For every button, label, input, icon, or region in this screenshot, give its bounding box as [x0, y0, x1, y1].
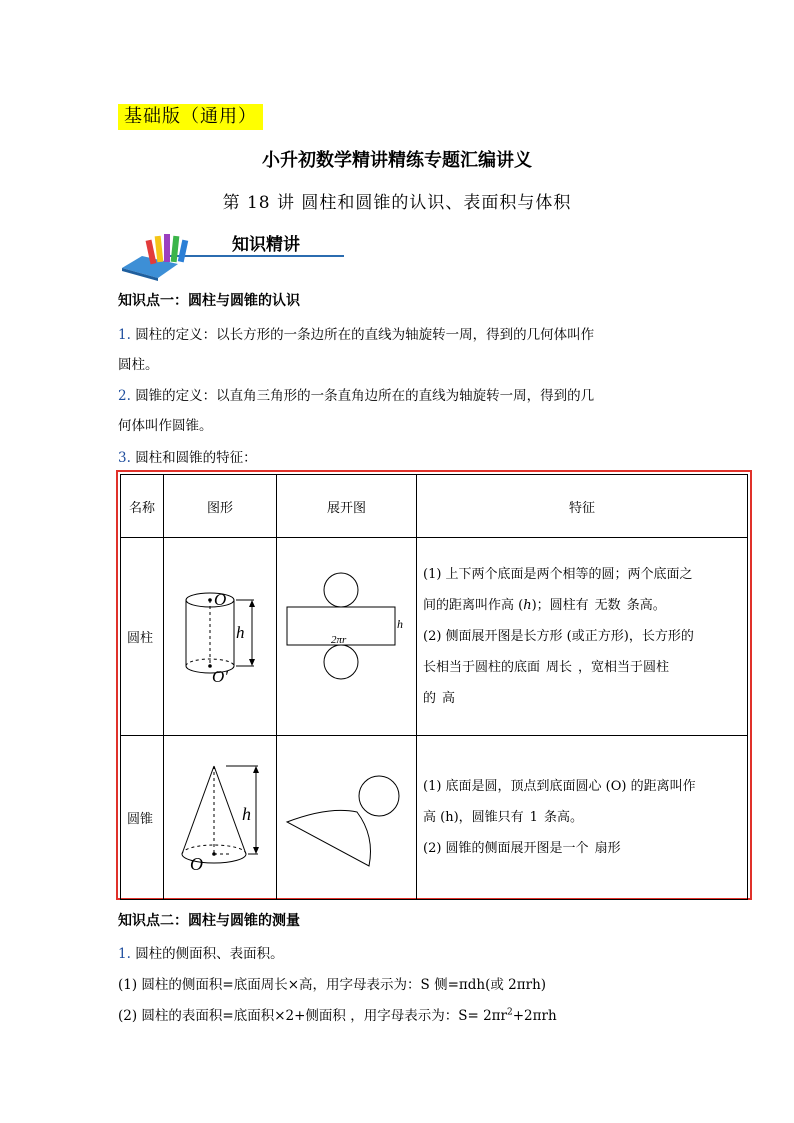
cone-f1b-post: 条高。 — [543, 810, 583, 825]
cyl-feature-1b — [423, 590, 741, 621]
cyl-f1b-mid: )；圆柱有 — [531, 598, 589, 613]
cylinder-name: 圆柱 — [121, 538, 164, 736]
cone-figure-cell — [164, 736, 277, 900]
cylinder-label-o-prime: O' — [212, 666, 228, 686]
cyl-feature-1a: (1) 上下两个底面是两个相等的圆；两个底面之 — [423, 567, 693, 582]
item2-line1 — [118, 384, 594, 404]
item1-number: 1. — [118, 327, 131, 343]
cone-net-cell — [277, 736, 417, 900]
section2-heading: 知识点二：圆柱与圆锥的测量 — [118, 913, 300, 929]
item1-text: 圆柱的定义：以长方形的一条边所在的直线为轴旋转一周，得到的几何体叫作 — [135, 327, 595, 343]
s2-formula-sup: 2 — [507, 1007, 513, 1018]
cylinder-net-icon — [283, 570, 410, 700]
table-row-cylinder — [121, 538, 748, 736]
section1-heading: 知识点一：圆柱与圆锥的认识 — [118, 293, 300, 309]
cone-f2-fill: 扇形 — [594, 841, 621, 856]
cone-feature-1b — [423, 802, 741, 833]
cone-net-icon — [283, 756, 410, 876]
cone-label-h: h — [242, 803, 251, 824]
cone-f2-pre: (2) 圆锥的侧面展开图是一个 — [423, 841, 589, 856]
header-name: 名称 — [121, 475, 164, 538]
item3-text: 圆柱和圆锥的特征： — [135, 450, 257, 466]
cyl-f1b-post: 条高。 — [626, 598, 666, 613]
feature-table — [120, 474, 748, 900]
section-banner-label: 知识精讲 — [232, 235, 300, 255]
document-title: 小升初数学精讲精练专题汇编讲义 — [262, 150, 532, 171]
net-label-2pir: 2πr — [331, 633, 347, 646]
lecture-subtitle: 第 18 讲 圆柱和圆锥的认识、表面积与体积 — [222, 193, 572, 213]
cone-feature-1a: (1) 底面是圆，顶点到底面圆心 (O) 的距离叫作 — [423, 779, 696, 794]
net-label-h: h — [397, 616, 403, 631]
s2-lateral-area-formula: (1) 圆柱的侧面积=底面周长×高，用字母表示为：S 侧=πdh(或 2πrh) — [118, 977, 547, 993]
s2-item1-number: 1. — [118, 946, 131, 962]
cylinder-figure-icon — [170, 580, 270, 690]
s2-formula-post: +2πrh — [512, 1008, 557, 1024]
item1-line2: 圆柱。 — [118, 357, 159, 373]
header-figure: 图形 — [164, 475, 277, 538]
item1-line1 — [118, 323, 594, 343]
cone-f1b-fill: 1 — [529, 810, 538, 825]
cyl-feature-2b — [423, 652, 741, 683]
cone-label-o: O — [190, 853, 203, 874]
cyl-f2c-fill: 高 — [442, 691, 456, 706]
cylinder-features — [417, 538, 748, 736]
cyl-f2b-fill: 周长 — [546, 660, 573, 675]
s2-item1-text: 圆柱的侧面积、表面积。 — [135, 946, 284, 962]
cyl-f1b-pre: 间的距离叫作高 ( — [423, 598, 524, 613]
cylinder-label-h: h — [236, 622, 245, 642]
cone-figure-icon — [170, 756, 270, 876]
cyl-f2b-post: ，宽相当于圆柱 — [578, 660, 670, 675]
s2-formula-pre: (2) 圆柱的表面积=底面积×2+侧面积 ，用字母表示为：S= 2πr — [118, 1008, 507, 1024]
cylinder-net-cell — [277, 538, 417, 736]
item3-number: 3. — [118, 450, 131, 466]
table-row-cone — [121, 736, 748, 900]
item2-text: 圆锥的定义：以直角三角形的一条直角边所在的直线为轴旋转一周，得到的几 — [135, 388, 595, 404]
item2-number: 2. — [118, 388, 131, 404]
cyl-feature-2a: (2) 侧面展开图是长方形 (或正方形)，长方形的 — [423, 629, 694, 644]
cylinder-label-o: O — [214, 589, 227, 609]
item2-line2: 何体叫作圆锥。 — [118, 418, 213, 434]
s2-item1-line — [118, 942, 284, 962]
cone-feature-2 — [423, 833, 741, 864]
header-features: 特征 — [417, 475, 748, 538]
cone-f1b-pre: 高 (h)，圆锥只有 — [423, 810, 524, 825]
cone-features — [417, 736, 748, 900]
cyl-f2c-pre: 的 — [423, 691, 437, 706]
edition-badge: 基础版（通用） — [118, 104, 263, 130]
table-header-row — [121, 475, 748, 538]
s2-surface-area-formula — [118, 1004, 557, 1024]
cylinder-figure-cell — [164, 538, 277, 736]
header-net: 展开图 — [277, 475, 417, 538]
cyl-f1b-h: h — [523, 598, 532, 613]
cyl-feature-2c — [423, 683, 741, 714]
cone-name: 圆锥 — [121, 736, 164, 900]
cyl-f2b-pre: 长相当于圆柱的底面 — [423, 660, 541, 675]
cyl-f1b-fill: 无数 — [594, 598, 621, 613]
item3-line — [118, 446, 257, 466]
